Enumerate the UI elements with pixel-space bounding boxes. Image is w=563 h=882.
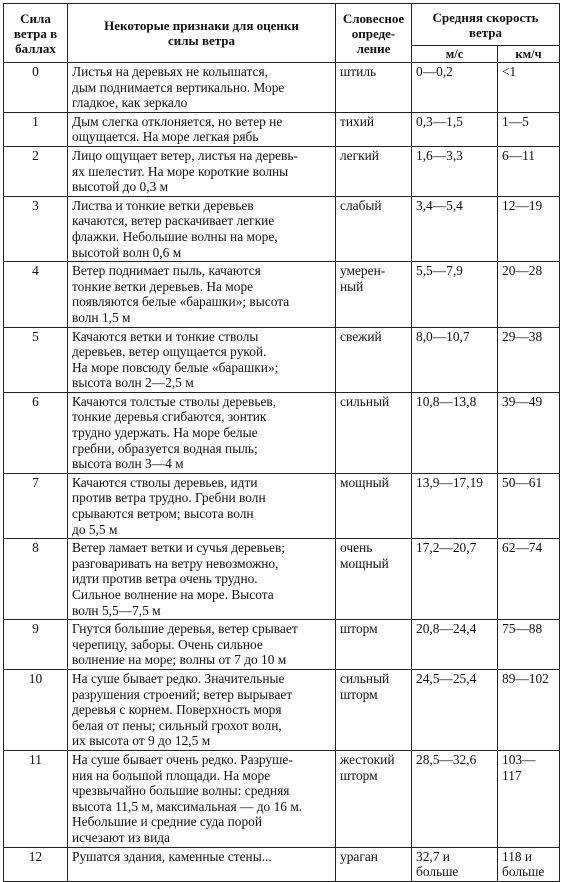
- speed-ms-cell: 24,5—25,4: [412, 669, 498, 750]
- speed-kmh-cell: 39—49: [498, 392, 560, 473]
- verbal-cell: слабый: [336, 196, 412, 261]
- force-cell: 8: [4, 539, 68, 620]
- speed-ms-cell: 17,2—20,7: [412, 539, 498, 620]
- table-row: [4, 392, 560, 473]
- speed-ms-cell: 13,9—17,19: [412, 473, 498, 538]
- force-cell: 2: [4, 146, 68, 196]
- signs-cell: Качаются ветки и тонкие стволы деревьев, ветер ощущается рукой. На море повсюду белые «барашки»; высота волн 2—2,5 м: [68, 327, 336, 392]
- table-row: [4, 539, 560, 620]
- force-cell: 1: [4, 112, 68, 146]
- speed-ms-cell: 10,8—13,8: [412, 392, 498, 473]
- force-cell: 12: [4, 847, 68, 881]
- speed-kmh-cell: 118 и больше: [498, 847, 560, 881]
- speed-kmh-cell: 62—74: [498, 539, 560, 620]
- speed-ms-cell: 0,3—1,5: [412, 112, 498, 146]
- verbal-cell: жестокий шторм: [336, 750, 412, 847]
- verbal-cell: свежий: [336, 327, 412, 392]
- force-cell: 6: [4, 392, 68, 473]
- verbal-cell: умерен- ный: [336, 262, 412, 327]
- header-verbal: Словесное опреде- ление: [336, 4, 412, 63]
- force-cell: 4: [4, 262, 68, 327]
- beaufort-wind-table: [3, 3, 560, 882]
- force-cell: 7: [4, 473, 68, 538]
- speed-ms-cell: 32,7 и больше: [412, 847, 498, 881]
- signs-cell: Качаются толстые стволы деревьев, тонкие деревья сгибаются, зонтик трудно удержать. На море белые гребни, образуется водная пыль; высота волн 3—4 м: [68, 392, 336, 473]
- table-header-row: [4, 4, 560, 46]
- signs-cell: Лицо ощущает ветер, листья на деревь- ях шелестит. На море короткие волны высотой до 0,3 м: [68, 146, 336, 196]
- header-unit-ms: м/с: [412, 46, 498, 63]
- force-cell: 5: [4, 327, 68, 392]
- verbal-cell: штиль: [336, 63, 412, 113]
- header-signs: Некоторые признаки для оценки силы ветра: [68, 4, 336, 63]
- table-row: [4, 63, 560, 113]
- table-row: [4, 847, 560, 881]
- force-cell: 0: [4, 63, 68, 113]
- table-row: [4, 146, 560, 196]
- header-force: Сила ветра в баллах: [4, 4, 68, 63]
- speed-kmh-cell: 50—61: [498, 473, 560, 538]
- speed-kmh-cell: 29—38: [498, 327, 560, 392]
- verbal-cell: сильный шторм: [336, 669, 412, 750]
- speed-kmh-cell: 75—88: [498, 620, 560, 670]
- speed-kmh-cell: <1: [498, 63, 560, 113]
- speed-ms-cell: 3,4—5,4: [412, 196, 498, 261]
- signs-cell: На суше бывает редко. Значительные разрушения строений; ветер вырывает деревья с корнем. Поверхность моря белая от пены; сильный грохот волн, их высота от 9 до 12,5 м: [68, 669, 336, 750]
- speed-kmh-cell: 103— 117: [498, 750, 560, 847]
- verbal-cell: шторм: [336, 620, 412, 670]
- speed-kmh-cell: 20—28: [498, 262, 560, 327]
- force-cell: 9: [4, 620, 68, 670]
- table-row: [4, 112, 560, 146]
- speed-ms-cell: 20,8—24,4: [412, 620, 498, 670]
- force-cell: 3: [4, 196, 68, 261]
- force-cell: 11: [4, 750, 68, 847]
- signs-cell: На суше бывает очень редко. Разруше- ния на большой площади. На море чрезвычайно большие волны: средняя высота 11,5 м, максимальная — до 16 м. Небольшие и средние суда порой исчезают из вида: [68, 750, 336, 847]
- signs-cell: Качаются стволы деревьев, идти против ветра трудно. Гребни волн срываются ветром; высота волн до 5,5 м: [68, 473, 336, 538]
- verbal-cell: мощный: [336, 473, 412, 538]
- signs-cell: Рушатся здания, каменные стены...: [68, 847, 336, 881]
- signs-cell: Листья на деревьях не колышатся, дым поднимается вертикально. Море гладкое, как зеркало: [68, 63, 336, 113]
- verbal-cell: сильный: [336, 392, 412, 473]
- signs-cell: Листва и тонкие ветки деревьев качаются, ветер раскачивает легкие флажки. Небольшие волны на море, высотой волн 0,6 м: [68, 196, 336, 261]
- table-row: [4, 669, 560, 750]
- table-row: [4, 327, 560, 392]
- verbal-cell: легкий: [336, 146, 412, 196]
- speed-ms-cell: 0—0,2: [412, 63, 498, 113]
- table-row: [4, 473, 560, 538]
- header-speed: Средняя скорость ветра: [412, 4, 560, 46]
- speed-ms-cell: 8,0—10,7: [412, 327, 498, 392]
- signs-cell: Ветер ламает ветки и сучья деревьев; разговаривать на ветру невозможно, идти против ветра очень трудно. Сильное волнение на море. Высота волн 5,5—7,5 м: [68, 539, 336, 620]
- signs-cell: Гнутся большие деревья, ветер срывает черепицу, заборы. Очень сильное волнение на море; волны от 7 до 10 м: [68, 620, 336, 670]
- table-row: [4, 262, 560, 327]
- speed-ms-cell: 28,5—32,6: [412, 750, 498, 847]
- signs-cell: Дым слегка отклоняется, но ветер не ощущается. На море легкая рябь: [68, 112, 336, 146]
- header-unit-kmh: км/ч: [498, 46, 560, 63]
- force-cell: 10: [4, 669, 68, 750]
- verbal-cell: очень мощный: [336, 539, 412, 620]
- signs-cell: Ветер поднимает пыль, качаются тонкие ветки деревьев. На море появляются белые «барашки»; высота волн 1,5 м: [68, 262, 336, 327]
- speed-kmh-cell: 6—11: [498, 146, 560, 196]
- wind-scale-page: [3, 3, 559, 882]
- speed-ms-cell: 5,5—7,9: [412, 262, 498, 327]
- speed-kmh-cell: 89—102: [498, 669, 560, 750]
- verbal-cell: тихий: [336, 112, 412, 146]
- speed-ms-cell: 1,6—3,3: [412, 146, 498, 196]
- speed-kmh-cell: 12—19: [498, 196, 560, 261]
- table-row: [4, 196, 560, 261]
- verbal-cell: ураган: [336, 847, 412, 881]
- table-row: [4, 620, 560, 670]
- speed-kmh-cell: 1—5: [498, 112, 560, 146]
